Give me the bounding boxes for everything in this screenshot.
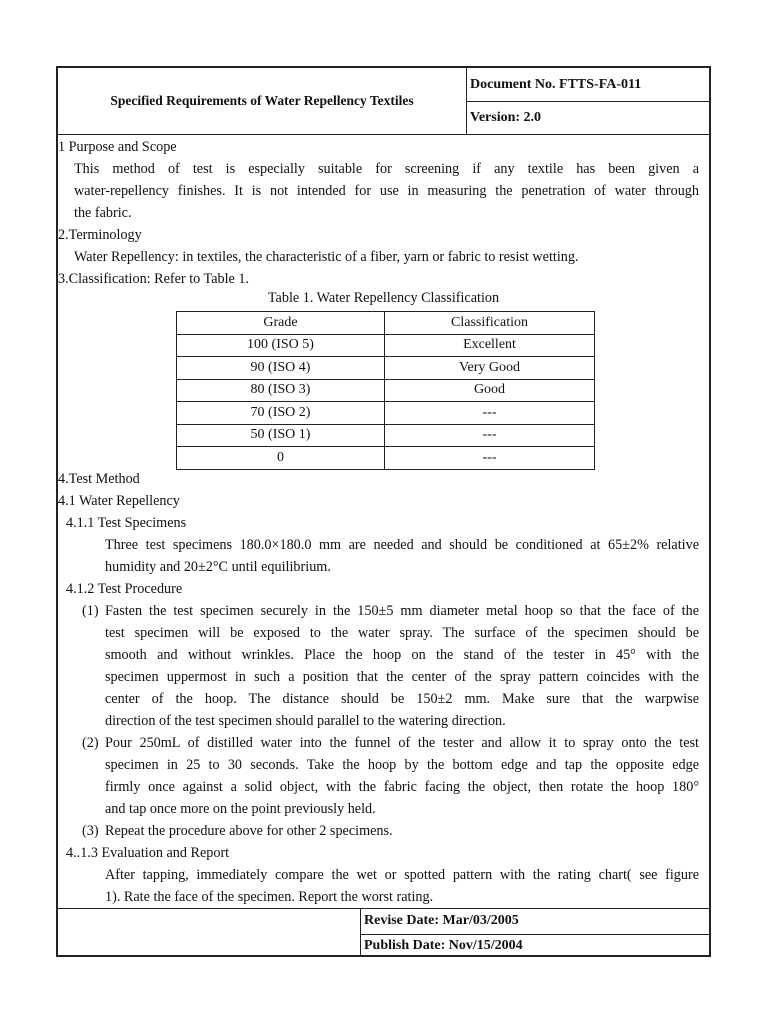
grade-cell: 0 (177, 447, 385, 470)
classification-cell: --- (385, 424, 595, 447)
table-row (177, 402, 595, 425)
classification-cell: Very Good (385, 357, 595, 380)
table-header-grade: Grade (177, 312, 385, 335)
grade-cell: 90 (ISO 4) (177, 357, 385, 380)
purpose-line-3: the fabric. (74, 205, 132, 221)
step-1-line: direction of the test specimen should parallel to the watering direction. (105, 713, 506, 729)
specimens-line-1: Three test specimens 180.0×180.0 mm are needed and should be conditioned at 65±2% relative (105, 537, 699, 553)
table-row (177, 447, 595, 470)
document-version: Version: 2.0 (470, 110, 542, 125)
section-heading-classification: 3.Classification: Refer to Table 1. (58, 271, 250, 287)
grade-cell: 70 (ISO 2) (177, 402, 385, 425)
step-2-line: specimen in 25 to 30 seconds. Take the hoop by the bottom edge and tap the opposite edge (105, 757, 699, 773)
subsection-heading-procedure: 4.1.2 Test Procedure (66, 581, 183, 597)
evaluation-line-1: After tapping, immediately compare the wet or spotted pattern with the rating chart( see figure (105, 867, 699, 883)
classification-cell: --- (385, 447, 595, 470)
footer-divider-vertical (360, 908, 361, 957)
table-header-row (177, 312, 595, 335)
grade-cell: 100 (ISO 5) (177, 334, 385, 357)
document-number: Document No. FTTS-FA-011 (470, 77, 642, 92)
grade-cell: 50 (ISO 1) (177, 424, 385, 447)
step-2-line: Pour 250mL of distilled water into the funnel of the tester and allow it to spray onto the test (105, 735, 699, 751)
publish-date: Publish Date: Nov/15/2004 (364, 938, 523, 953)
subsection-heading-specimens: 4.1.1 Test Specimens (66, 515, 187, 531)
purpose-line-2: water-repellency finishes. It is not intended for use in measuring the penetration of water through (74, 183, 699, 199)
step-1-line: center of the hoop. The distance should be 150±2 mm. Make sure that the warpwise (105, 691, 699, 707)
specimens-line-2: humidity and 20±2°C until equilibrium. (105, 559, 331, 575)
table-row (177, 334, 595, 357)
step-1-line: test specimen will be exposed to the water spray. The surface of the specimen should be (105, 625, 699, 641)
classification-cell: Good (385, 379, 595, 402)
grade-cell: 80 (ISO 3) (177, 379, 385, 402)
evaluation-line-2: 1). Rate the face of the specimen. Report the worst rating. (105, 889, 434, 905)
step-2-label: (2) (82, 735, 99, 751)
section-heading-purpose: 1 Purpose and Scope (58, 139, 177, 155)
classification-cell: --- (385, 402, 595, 425)
section-heading-water-repellency: 4.1 Water Repellency (58, 493, 180, 509)
revise-date: Revise Date: Mar/03/2005 (364, 913, 519, 928)
step-2-line: firmly once against a solid object, with the fabric facing the object, then rotate the hoop 180° (105, 779, 699, 795)
step-1-line: Fasten the test specimen securely in the 150±5 mm diameter metal hoop so that the face of the (105, 603, 699, 619)
step-1-label: (1) (82, 603, 99, 619)
step-2-line: and tap once more on the point previously held. (105, 801, 376, 817)
classification-table (176, 311, 595, 470)
document-title: Specified Requirements of Water Repellency Textiles (110, 93, 414, 108)
section-heading-terminology: 2.Terminology (58, 227, 142, 243)
subsection-heading-evaluation: 4..1.3 Evaluation and Report (66, 845, 230, 861)
step-3-text: Repeat the procedure above for other 2 specimens. (105, 823, 393, 839)
table-row (177, 357, 595, 380)
terminology-text: Water Repellency: in textiles, the characteristic of a fiber, yarn or fabric to resist wetting. (74, 249, 579, 265)
table-header-classification: Classification (385, 312, 595, 335)
section-heading-test-method: 4.Test Method (58, 471, 140, 487)
step-3-label: (3) (82, 823, 99, 839)
purpose-line-1: This method of test is especially suitable for screening if any textile has been given a (74, 161, 699, 177)
table-row (177, 424, 595, 447)
table-row (177, 379, 595, 402)
classification-cell: Excellent (385, 334, 595, 357)
step-1-line: smooth and without wrinkles. Place the hoop on the stand of the tester in 45° with the (105, 647, 699, 663)
table-caption: Table 1. Water Repellency Classification (267, 290, 500, 306)
header-bottom-rule (58, 134, 711, 135)
document-frame (56, 66, 711, 957)
step-1-line: specimen uppermost in such a position that the center of the spray pattern coincides with the (105, 669, 699, 685)
